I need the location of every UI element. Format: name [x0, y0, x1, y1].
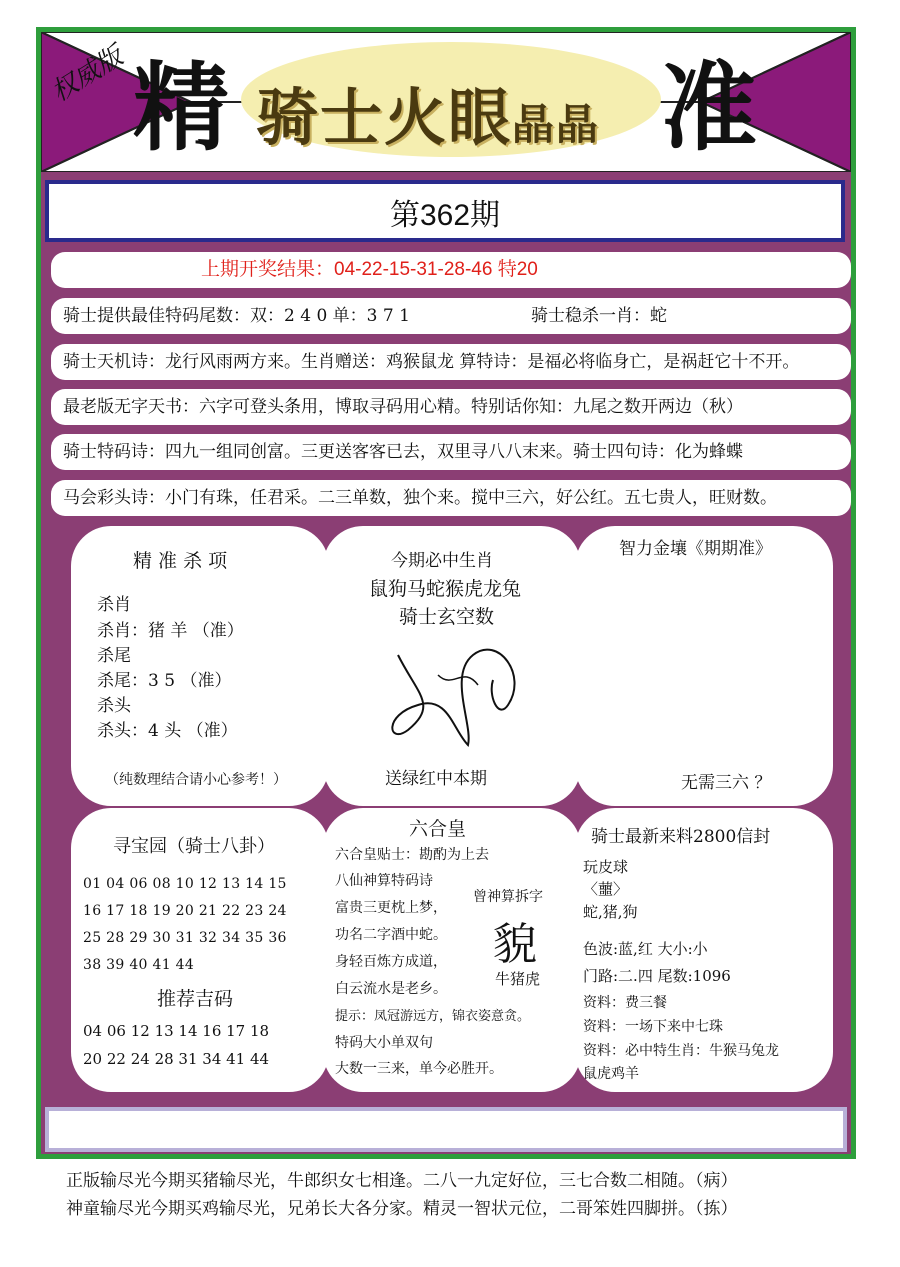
liuhe-line: 提示：凤冠游远方，锦衣姿意贪。: [335, 1009, 531, 1024]
latest-line: 资料：一场下来中七珠: [583, 1019, 723, 1035]
kill-line: 杀头：4 头 （准）: [97, 721, 238, 741]
treasure-numbers: 38 39 40 41 44: [83, 957, 195, 973]
latest-line: 资料：必中特生肖：牛猴马兔龙: [583, 1043, 779, 1059]
liuhe-big-char: 貌: [493, 919, 537, 970]
liuhe-card-title: 六合皇: [409, 818, 467, 840]
info-row-3: 最老版无字天书：六字可登头条用，博取寻码用心精。特别话你知：九尾之数开两边（秋）: [51, 389, 851, 425]
latest-line: 色波:蓝,红 大小:小: [583, 940, 708, 958]
liuhe-line: 身轻百炼方成道，: [335, 954, 447, 970]
zodiac-card-subtitle: 骑士玄空数: [399, 606, 495, 628]
header: [41, 32, 851, 172]
latest-line: 门路:二.四 尾数:1096: [583, 967, 731, 985]
liuhe-line: 大数一三来，单今必胜开。: [335, 1061, 503, 1077]
info-row-5: 马会彩头诗：小门有珠，任君采。二三单数，独个来。搅中三六，好公红。五七贵人，旺财数。: [51, 480, 851, 516]
info-row-2: 骑士天机诗：龙行风雨两方来。生肖赠送：鸡猴鼠龙 算特诗：是福必将临身亡，是祸赶它十不开。: [51, 344, 851, 380]
footer-line-2: 神童输尽光今期买鸡输尽光，兄弟长大各分家。精灵一智状元位，二哥笨姓四脚拼。（拣）: [66, 1199, 738, 1219]
kill-line: 杀尾: [97, 646, 131, 666]
last-result: 上期开奖结果：04-22-15-31-28-46 特20: [51, 252, 851, 288]
left-big-char: 精: [133, 51, 229, 164]
brand-title-main: 骑士火眼: [256, 81, 513, 154]
brand-title: [256, 68, 600, 157]
liuhe-side-bottom: 牛猪虎: [495, 970, 541, 988]
wisdom-card: [575, 526, 833, 806]
liuhe-line: 白云流水是老乡。: [335, 981, 447, 997]
treasure-card: [71, 808, 329, 1092]
liuhe-line: 富贵三更枕上梦，: [335, 900, 447, 916]
brand-title-small: 晶晶: [512, 100, 601, 149]
liuhe-line: 特码大小单双句: [335, 1035, 433, 1051]
treasure-numbers: 25 28 29 30 31 32 34 35 36: [83, 930, 287, 946]
kill-line: 杀肖：猪 羊 （准）: [97, 621, 244, 641]
liuhe-card: [323, 808, 581, 1092]
latest-line: 玩皮球: [583, 858, 629, 876]
latest-card: [575, 808, 833, 1092]
kill-card-note: （纯数理结合请小心参考！）: [105, 772, 287, 788]
authority-badge: 权威版: [46, 41, 129, 109]
issue-bar: [45, 180, 845, 242]
treasure-numbers: 01 04 06 08 10 12 13 14 15: [83, 876, 287, 892]
zodiac-card-bottom: 送绿红中本期: [385, 769, 487, 789]
footer-line-1: 正版输尽光今期买猪输尽光，牛郎织女七相逢。二八一九定好位，三七合数二相随。（病）: [66, 1171, 738, 1191]
kill-line: 杀尾：3 5 （准）: [97, 671, 232, 691]
zodiac-card-title: 今期必中生肖: [391, 551, 493, 571]
signature-scribble: [378, 635, 528, 755]
info-row-4: 骑士特码诗：四九一组同创富。三更送客客已去，双里寻八八末来。骑士四句诗：化为蜂蝶: [51, 434, 851, 470]
kill-line: 杀头: [97, 696, 131, 716]
wisdom-card-title: 智力金壤《期期准》: [619, 539, 772, 559]
kill-card: [71, 526, 329, 806]
info-row-1: [51, 298, 851, 334]
info-row-1-left: 骑士提供最佳特码尾数：双：2 4 0 单：3 7 1: [63, 306, 410, 326]
right-big-char: 准: [661, 51, 757, 164]
liuhe-side-title: 曾神算拆字: [473, 889, 543, 905]
liuhe-line: 六合皇贴士：勘酌为上去: [335, 847, 489, 863]
poster-frame: [36, 27, 856, 1159]
kill-card-title: 精 准 杀 项: [133, 550, 228, 572]
zodiac-list: 鼠狗马蛇猴虎龙兔: [369, 578, 522, 600]
latest-line: 资料：费三餐: [583, 995, 667, 1011]
latest-line: 鼠虎鸡羊: [583, 1066, 639, 1082]
kill-line: 杀肖: [97, 595, 131, 615]
recommended-title: 推荐吉码: [157, 988, 234, 1010]
treasure-card-title: 寻宝园（骑士八卦）: [113, 836, 275, 857]
latest-card-title: 骑士最新来料2800信封: [591, 827, 771, 847]
issue-number: 第362期: [389, 199, 501, 232]
recommended-numbers: 04 06 12 13 14 16 17 18: [83, 1022, 270, 1040]
info-row-1-right: 骑士稳杀一肖：蛇: [531, 306, 667, 326]
recommended-numbers: 20 22 24 28 31 34 41 44: [83, 1050, 270, 1068]
bottom-bar: [45, 1107, 847, 1152]
treasure-numbers: 16 17 18 19 20 21 22 23 24: [83, 903, 287, 919]
wisdom-card-bottom: 无需三六 ？: [681, 773, 772, 793]
liuhe-line: 功名二字酒中蛇。: [335, 927, 447, 943]
liuhe-line: 八仙神算特码诗: [335, 873, 433, 889]
latest-line: 蛇,猪,狗: [583, 903, 638, 921]
latest-line: 〈蘁〉: [583, 880, 629, 898]
